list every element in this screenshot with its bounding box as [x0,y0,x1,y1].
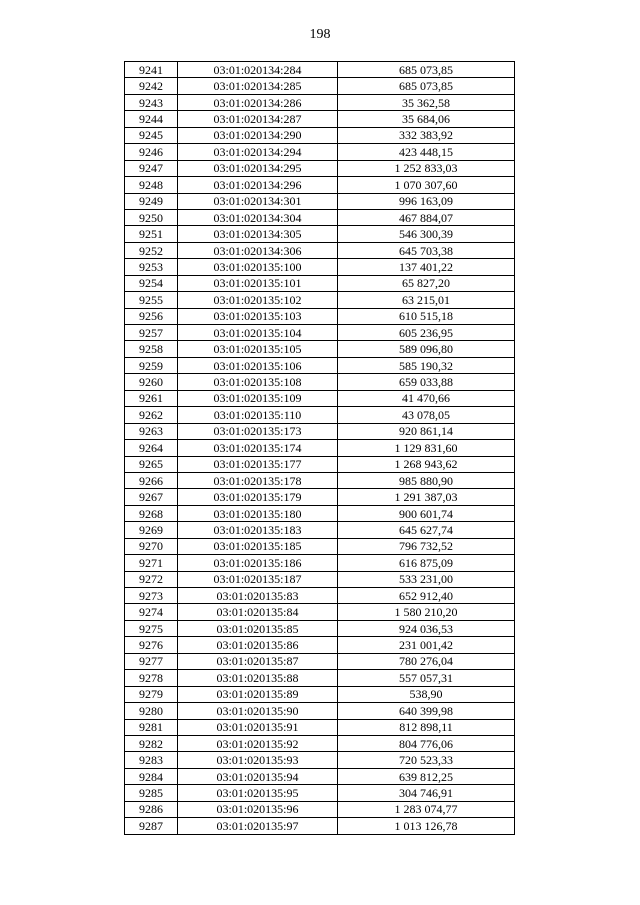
row-number-cell: 9241 [125,62,178,78]
row-number-cell: 9253 [125,259,178,275]
cadastral-number-cell: 03:01:020135:87 [178,653,338,669]
cadastral-value-cell: 685 073,85 [338,78,515,94]
cadastral-value-cell: 137 401,22 [338,259,515,275]
cadastral-value-cell: 996 163,09 [338,193,515,209]
cadastral-value-cell: 35 362,58 [338,94,515,110]
row-number-cell: 9275 [125,620,178,636]
cadastral-value-cell: 652 912,40 [338,588,515,604]
row-number-cell: 9270 [125,538,178,554]
table-row [125,275,515,291]
row-number-cell: 9267 [125,489,178,505]
cadastral-value-cell: 231 001,42 [338,637,515,653]
table-row [125,226,515,242]
cadastral-number-cell: 03:01:020134:295 [178,160,338,176]
cadastral-value-cell: 924 036,53 [338,620,515,636]
cadastral-number-cell: 03:01:020134:306 [178,242,338,258]
row-number-cell: 9255 [125,292,178,308]
cadastral-value-cell: 1 013 126,78 [338,818,515,834]
cadastral-number-cell: 03:01:020135:91 [178,719,338,735]
table-row [125,209,515,225]
table-row [125,127,515,143]
cadastral-number-cell: 03:01:020135:105 [178,341,338,357]
table-row [125,193,515,209]
row-number-cell: 9246 [125,144,178,160]
cadastral-value-cell: 780 276,04 [338,653,515,669]
cadastral-value-cell: 605 236,95 [338,325,515,341]
cadastral-value-cell: 639 812,25 [338,768,515,784]
table-row [125,801,515,817]
cadastral-value-cell: 589 096,80 [338,341,515,357]
cadastral-value-cell: 685 073,85 [338,62,515,78]
table-row [125,818,515,834]
row-number-cell: 9256 [125,308,178,324]
cadastral-number-cell: 03:01:020135:92 [178,735,338,751]
table-row [125,111,515,127]
page-number: 198 [309,27,331,42]
cadastral-number-cell: 03:01:020134:285 [178,78,338,94]
cadastral-value-cell: 467 884,07 [338,209,515,225]
table-row [125,752,515,768]
cadastral-number-cell: 03:01:020134:304 [178,209,338,225]
cadastral-number-cell: 03:01:020135:178 [178,472,338,488]
cadastral-number-cell: 03:01:020135:90 [178,703,338,719]
row-number-cell: 9260 [125,374,178,390]
table-row [125,489,515,505]
cadastral-number-cell: 03:01:020135:185 [178,538,338,554]
row-number-cell: 9244 [125,111,178,127]
row-number-cell: 9280 [125,703,178,719]
cadastral-value-cell: 812 898,11 [338,719,515,735]
row-number-cell: 9245 [125,127,178,143]
cadastral-number-cell: 03:01:020135:110 [178,407,338,423]
cadastral-number-cell: 03:01:020135:93 [178,752,338,768]
cadastral-value-cell: 65 827,20 [338,275,515,291]
cadastral-number-cell: 03:01:020134:287 [178,111,338,127]
table-row [125,62,515,78]
cadastral-number-cell: 03:01:020135:179 [178,489,338,505]
row-number-cell: 9277 [125,653,178,669]
cadastral-number-cell: 03:01:020135:85 [178,620,338,636]
table-row [125,588,515,604]
cadastral-value-cell: 645 703,38 [338,242,515,258]
row-number-cell: 9257 [125,325,178,341]
table-row [125,637,515,653]
row-number-cell: 9287 [125,818,178,834]
table-row [125,703,515,719]
cadastral-number-cell: 03:01:020134:301 [178,193,338,209]
table-row [125,423,515,439]
row-number-cell: 9254 [125,275,178,291]
cadastral-number-cell: 03:01:020135:96 [178,801,338,817]
cadastral-number-cell: 03:01:020135:95 [178,785,338,801]
cadastral-number-cell: 03:01:020135:183 [178,522,338,538]
cadastral-value-cell: 645 627,74 [338,522,515,538]
row-number-cell: 9273 [125,588,178,604]
cadastral-number-cell: 03:01:020135:187 [178,571,338,587]
row-number-cell: 9269 [125,522,178,538]
row-number-cell: 9282 [125,735,178,751]
cadastral-value-cell: 43 078,05 [338,407,515,423]
cadastral-number-cell: 03:01:020135:174 [178,440,338,456]
cadastral-value-cell: 533 231,00 [338,571,515,587]
cadastral-value-cell: 616 875,09 [338,555,515,571]
cadastral-value-cell: 557 057,31 [338,670,515,686]
table-row [125,604,515,620]
table-row [125,325,515,341]
cadastral-value-cell: 985 880,90 [338,472,515,488]
row-number-cell: 9264 [125,440,178,456]
cadastral-value-cell: 640 399,98 [338,703,515,719]
row-number-cell: 9258 [125,341,178,357]
table-row [125,620,515,636]
table-row [125,242,515,258]
cadastral-table-container [124,61,515,835]
cadastral-value-cell: 63 215,01 [338,292,515,308]
row-number-cell: 9249 [125,193,178,209]
cadastral-number-cell: 03:01:020135:100 [178,259,338,275]
cadastral-value-cell: 610 515,18 [338,308,515,324]
row-number-cell: 9263 [125,423,178,439]
row-number-cell: 9283 [125,752,178,768]
cadastral-value-cell: 920 861,14 [338,423,515,439]
cadastral-number-cell: 03:01:020135:101 [178,275,338,291]
row-number-cell: 9247 [125,160,178,176]
cadastral-value-cell: 804 776,06 [338,735,515,751]
table-row [125,160,515,176]
cadastral-value-cell: 900 601,74 [338,505,515,521]
table-row [125,94,515,110]
row-number-cell: 9259 [125,357,178,373]
cadastral-number-cell: 03:01:020135:103 [178,308,338,324]
row-number-cell: 9266 [125,472,178,488]
row-number-cell: 9243 [125,94,178,110]
row-number-cell: 9262 [125,407,178,423]
cadastral-number-cell: 03:01:020135:89 [178,686,338,702]
row-number-cell: 9274 [125,604,178,620]
table-row [125,555,515,571]
table-row [125,390,515,406]
table-row [125,144,515,160]
row-number-cell: 9250 [125,209,178,225]
cadastral-number-cell: 03:01:020135:109 [178,390,338,406]
cadastral-number-cell: 03:01:020134:305 [178,226,338,242]
table-row [125,670,515,686]
table-row [125,292,515,308]
row-number-cell: 9284 [125,768,178,784]
cadastral-value-cell: 332 383,92 [338,127,515,143]
table-row [125,308,515,324]
table-row [125,768,515,784]
cadastral-value-cell: 585 190,32 [338,357,515,373]
cadastral-value-cell: 41 470,66 [338,390,515,406]
cadastral-number-cell: 03:01:020135:86 [178,637,338,653]
table-row [125,177,515,193]
table-row [125,522,515,538]
table-row [125,785,515,801]
cadastral-number-cell: 03:01:020135:177 [178,456,338,472]
cadastral-value-cell: 1 129 831,60 [338,440,515,456]
row-number-cell: 9281 [125,719,178,735]
table-row [125,259,515,275]
cadastral-number-cell: 03:01:020135:84 [178,604,338,620]
cadastral-value-cell: 659 033,88 [338,374,515,390]
table-row [125,653,515,669]
row-number-cell: 9272 [125,571,178,587]
cadastral-value-cell: 423 448,15 [338,144,515,160]
cadastral-number-cell: 03:01:020135:186 [178,555,338,571]
row-number-cell: 9271 [125,555,178,571]
table-row [125,78,515,94]
cadastral-number-cell: 03:01:020134:294 [178,144,338,160]
cadastral-value-table [124,61,515,835]
table-row [125,357,515,373]
row-number-cell: 9268 [125,505,178,521]
row-number-cell: 9261 [125,390,178,406]
cadastral-number-cell: 03:01:020134:290 [178,127,338,143]
cadastral-number-cell: 03:01:020135:104 [178,325,338,341]
cadastral-value-cell: 1 291 387,03 [338,489,515,505]
table-row [125,374,515,390]
cadastral-value-cell: 538,90 [338,686,515,702]
cadastral-number-cell: 03:01:020134:284 [178,62,338,78]
cadastral-number-cell: 03:01:020135:97 [178,818,338,834]
row-number-cell: 9285 [125,785,178,801]
cadastral-number-cell: 03:01:020135:106 [178,357,338,373]
row-number-cell: 9278 [125,670,178,686]
row-number-cell: 9265 [125,456,178,472]
cadastral-value-cell: 304 746,91 [338,785,515,801]
cadastral-number-cell: 03:01:020135:94 [178,768,338,784]
cadastral-value-cell: 546 300,39 [338,226,515,242]
cadastral-value-cell: 796 732,52 [338,538,515,554]
table-row [125,407,515,423]
table-row [125,719,515,735]
table-row [125,505,515,521]
table-row [125,538,515,554]
cadastral-value-cell: 1 580 210,20 [338,604,515,620]
table-row [125,735,515,751]
table-row [125,440,515,456]
row-number-cell: 9286 [125,801,178,817]
table-row [125,456,515,472]
table-row [125,341,515,357]
row-number-cell: 9251 [125,226,178,242]
row-number-cell: 9242 [125,78,178,94]
cadastral-number-cell: 03:01:020134:296 [178,177,338,193]
table-body [125,62,515,835]
cadastral-number-cell: 03:01:020135:108 [178,374,338,390]
cadastral-number-cell: 03:01:020135:173 [178,423,338,439]
row-number-cell: 9248 [125,177,178,193]
cadastral-number-cell: 03:01:020134:286 [178,94,338,110]
row-number-cell: 9252 [125,242,178,258]
cadastral-value-cell: 1 268 943,62 [338,456,515,472]
cadastral-value-cell: 1 070 307,60 [338,177,515,193]
table-row [125,472,515,488]
cadastral-value-cell: 35 684,06 [338,111,515,127]
cadastral-value-cell: 1 283 074,77 [338,801,515,817]
cadastral-value-cell: 720 523,33 [338,752,515,768]
cadastral-value-cell: 1 252 833,03 [338,160,515,176]
row-number-cell: 9279 [125,686,178,702]
cadastral-number-cell: 03:01:020135:83 [178,588,338,604]
cadastral-number-cell: 03:01:020135:180 [178,505,338,521]
table-row [125,686,515,702]
cadastral-number-cell: 03:01:020135:102 [178,292,338,308]
cadastral-number-cell: 03:01:020135:88 [178,670,338,686]
table-row [125,571,515,587]
row-number-cell: 9276 [125,637,178,653]
